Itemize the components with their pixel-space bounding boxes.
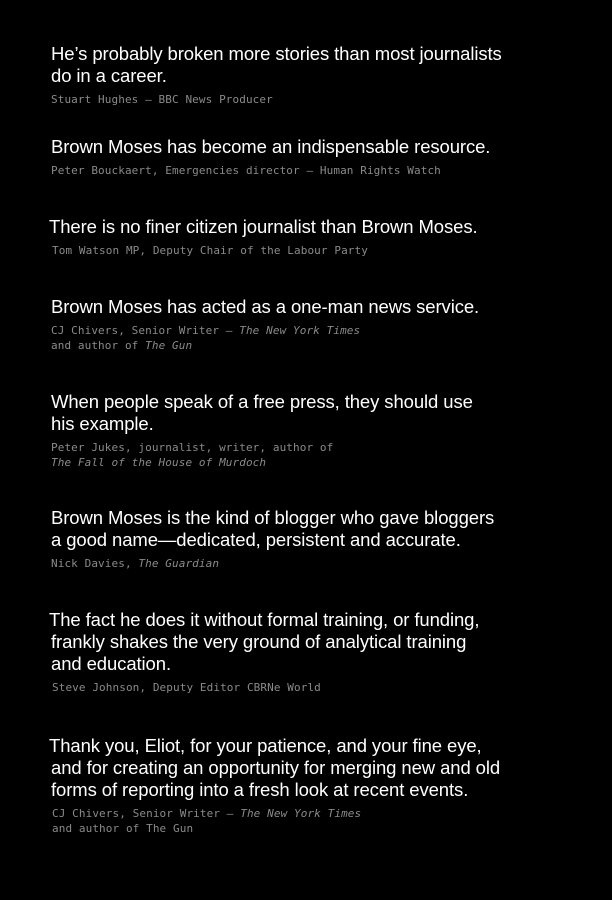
quote-line: There is no finer citizen journalist than Brown Moses. [49, 216, 478, 237]
attribution-line [51, 338, 571, 353]
quote-attribution [51, 440, 571, 470]
attribution-line [51, 556, 571, 571]
quote-text [51, 43, 571, 87]
quote-line: and for creating an opportunity for merging new and old [51, 757, 501, 778]
attribution-text: CJ Chivers, Senior Writer — [51, 324, 240, 337]
attribution-line [51, 92, 571, 107]
quote-text [51, 136, 571, 158]
quote-line: Thank you, Eliot, for your patience, and your fine eye, [49, 735, 482, 756]
attribution-line [52, 243, 569, 258]
attribution-text: Stuart Hughes — BBC News Producer [51, 93, 273, 106]
quote-line: Brown Moses has acted as a one-man news service. [51, 296, 480, 317]
quote-line: his example. [51, 413, 154, 434]
quote-line: The fact he does it without formal training, or funding, [49, 609, 480, 630]
attribution-line [51, 163, 571, 178]
attribution-text: and author of [51, 339, 146, 352]
quote-line: frankly shakes the very ground of analytical training [51, 631, 467, 652]
quote-attribution [49, 243, 569, 258]
quote-line: Brown Moses is the kind of blogger who gave bloggers [51, 507, 495, 528]
quote-text [49, 735, 569, 801]
testimonial [51, 507, 571, 571]
testimonial [51, 43, 571, 107]
quote-text [51, 296, 571, 318]
attribution-line [51, 440, 571, 455]
quote-line: do in a career. [51, 65, 167, 86]
attribution-text: Peter Jukes, journalist, writer, author of [51, 441, 334, 454]
attribution-line [52, 806, 569, 821]
attribution-line [51, 323, 571, 338]
attribution-line [51, 455, 571, 470]
testimonial [51, 391, 571, 470]
attribution-line [52, 680, 569, 695]
attribution-text: Nick Davies, [51, 557, 139, 570]
quote-line: and education. [51, 653, 171, 674]
quote-text [49, 609, 569, 675]
publication-title: The Gun [145, 339, 193, 352]
testimonial [49, 216, 569, 258]
publication-title: The New York Times [239, 324, 361, 337]
quote-text [49, 216, 569, 238]
quote-line: He’s probably broken more stories than most journalists [51, 43, 502, 64]
quote-attribution [51, 92, 571, 107]
quote-attribution [49, 806, 569, 836]
testimonial [51, 136, 571, 178]
quote-attribution [49, 680, 569, 695]
quote-attribution [51, 323, 571, 353]
testimonial [49, 609, 569, 695]
quote-text [51, 391, 571, 435]
attribution-text: Tom Watson MP, Deputy Chair of the Labour Party [52, 244, 368, 257]
attribution-text: and author of The Gun [52, 822, 194, 835]
attribution-text: CJ Chivers, Senior Writer — [52, 807, 241, 820]
quote-line: Brown Moses has become an indispensable resource. [51, 136, 491, 157]
testimonial [51, 296, 571, 353]
publication-title: The Fall of the House of Murdoch [51, 456, 267, 469]
quote-text [51, 507, 571, 551]
quote-line: a good name—dedicated, persistent and accurate. [51, 529, 461, 550]
attribution-line [52, 821, 569, 836]
publication-title: The New York Times [240, 807, 362, 820]
attribution-text: Steve Johnson, Deputy Editor CBRNe World [52, 681, 321, 694]
testimonial [49, 735, 569, 836]
quote-line: When people speak of a free press, they should use [51, 391, 473, 412]
quote-line: forms of reporting into a fresh look at recent events. [51, 779, 469, 800]
quote-attribution [51, 556, 571, 571]
attribution-text: Peter Bouckaert, Emergencies director — Human Rights Watch [51, 164, 441, 177]
quote-attribution [51, 163, 571, 178]
publication-title: The Guardian [138, 557, 220, 570]
